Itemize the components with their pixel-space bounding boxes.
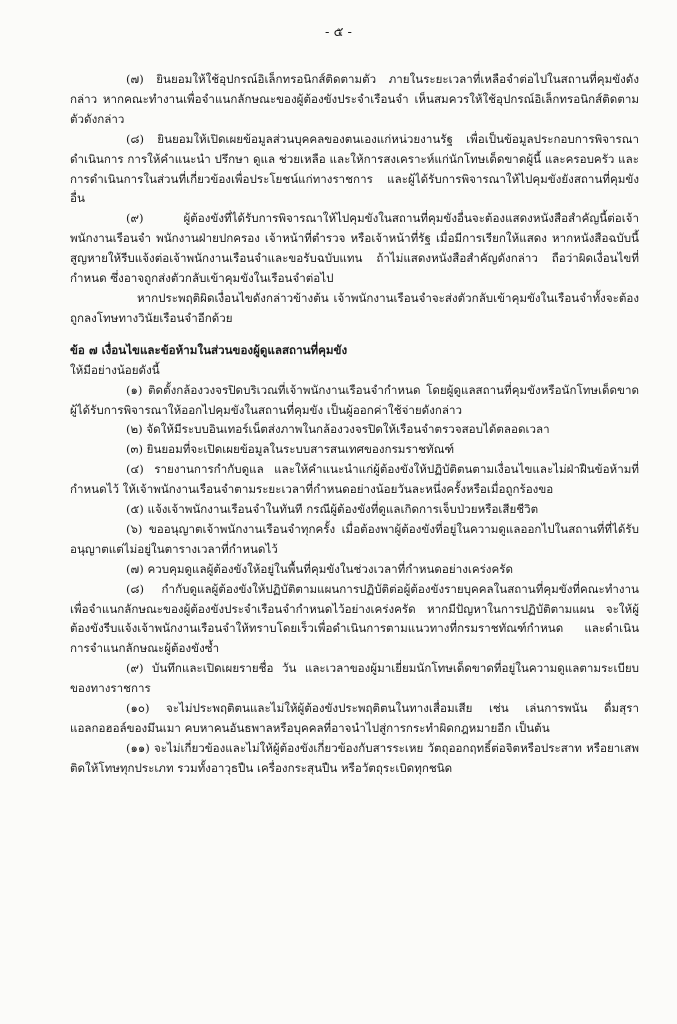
list-item: (๖) ขออนุญาตเจ้าพนักงานเรือนจำทุกครั้ง เมื่อต้องพาผู้ต้องขังที่อยู่ในความดูแลออกไปในสถานที่ที่ได้รับอนุญาตแต่ไม่อยู่ในตารางเวลาที่กำหนดไว้ bbox=[70, 521, 639, 556]
list-item: (๔) รายงานการกำกับดูแล และให้คำแนะนำแก่ผู้ต้องขังให้ปฏิบัติตนตามเงื่อนไขและไม่ฝ่าฝืนข้อห้ามที่กำหนดไว้ ให้เจ้าพนักงานเรือนจำตามระยะเวลาที่กำหนดอย่างน้อยวันละหนึ่งครั้งหรือเมื่อถูกร้องขอ bbox=[70, 462, 639, 497]
paragraph-penalty-note: หากประพฤติผิดเงื่อนไขดังกล่าวข้างต้น เจ้าพนักงานเรือนจำจะส่งตัวกลับเข้าคุมขังในเรือนจำทั้งจะต้องถูกลงโทษทางวินัยเรือนจำอีกด้วย bbox=[70, 290, 639, 325]
paragraph-condition-9: (๙) ผู้ต้องขังที่ได้รับการพิจารณาให้ไปคุมขังในสถานที่คุมขังอื่นจะต้องแสดงหนังสือสำคัญนี้ต่อเจ้าพนักงานเรือนจำ พนักงานฝ่ายปกครอง เจ้าหน้าที่ตำรวจ หรือเจ้าหน้าที่รัฐ เมื่อมีการเรียกให้แสดง หากหนังสือฉบับนี้สูญหายให้รีบแจ้งต่อเจ้าพนักงานเรือนจำและขอรับฉบับแทน ถ้าไม่แสดงหนังสือสำคัญดังกล่าว ถือว่าผิดเงื่อนไขที่กำหนด ซึ่งอาจถูกส่งตัวกลับเข้าคุมขังในเรือนจำต่อไป bbox=[70, 211, 639, 286]
list-item: (๕) แจ้งเจ้าพนักงานเรือนจำในทันที กรณีผู้ต้องขังที่ดูแลเกิดการเจ็บป่วยหรือเสียชีวิต bbox=[126, 502, 539, 517]
list-item: (๑) ติดตั้งกล้องวงจรปิดบริเวณที่เจ้าพนักงานเรือนจำกำหนด โดยผู้ดูแลสถานที่คุมขังหรือนักโทษเด็ดขาดผู้ได้รับการพิจารณาให้ออกไปคุมขังในสถานที่คุมขัง เป็นผู้ออกค่าใช้จ่ายดังกล่าว bbox=[70, 382, 639, 417]
section-lead: ให้มีอย่างน้อยดังนี้ bbox=[70, 362, 160, 377]
list-item: (๗) ควบคุมดูแลผู้ต้องขังให้อยู่ในพื้นที่คุมขังในช่วงเวลาที่กำหนดอย่างเคร่งครัด bbox=[126, 561, 513, 576]
list-item: (๑๐) จะไม่ประพฤติตนและไม่ให้ผู้ต้องขังประพฤติตนในทางเสื่อมเสีย เช่น เล่นการพนัน ดื่มสุรา แอลกอฮอล์ของมึนเมา คบหาคนอันธพาลหรือบุคคลที่อาจนำไปสู่การกระทำผิดกฎหมายอีก เป็นต้น bbox=[70, 701, 639, 735]
page-number: - ๕ - bbox=[325, 25, 352, 40]
paragraph-condition-8: (๘) ยินยอมให้เปิดเผยข้อมูลส่วนบุคคลของตนเองแก่หน่วยงานรัฐ เพื่อเป็นข้อมูลประกอบการพิจารณาดำเนินการ การให้คำแนะนำ ปรึกษา ดูแล ช่วยเหลือ และให้การสงเคราะห์แก่นักโทษเด็ดขาดผู้นี้ และครอบครัว และการดำเนินการในส่วนที่เกี่ยวข้องเพื่อประโยชน์แก่ทางราชการ และผู้ได้รับการพิจารณาให้ไปคุมขังยังสถานที่คุมขังอื่น bbox=[70, 131, 639, 206]
list-item: (๙) บันทึกและเปิดเผยรายชื่อ วัน และเวลาของผู้มาเยี่ยมนักโทษเด็ดขาดที่อยู่ในความดูแลตามระเบียบของทางราชการ bbox=[70, 661, 639, 696]
list-item: (๑๑) จะไม่เกี่ยวข้องและไม่ให้ผู้ต้องขังเกี่ยวข้องกับสารระเหย วัตถุออกฤทธิ์ต่อจิตหรือประสาท หรือยาเสพติดให้โทษทุกประเภท รวมทั้งอาวุธปืน เครื่องกระสุนปืน หรือวัตถุระเบิดทุกชนิด bbox=[70, 740, 639, 775]
list-item: (๓) ยินยอมที่จะเปิดเผยข้อมูลในระบบสารสนเทศของกรมราชทัณฑ์ bbox=[126, 442, 455, 457]
section-item-list bbox=[70, 381, 639, 779]
list-item: (๒) จัดให้มีระบบอินเทอร์เน็ตส่งภาพในกล้องวงจรปิดให้เรือนจำตรวจสอบได้ตลอดเวลา bbox=[126, 422, 550, 437]
list-item: (๘) กำกับดูแลผู้ต้องขังให้ปฏิบัติตามแผนการปฏิบัติต่อผู้ต้องขังรายบุคคลในสถานที่คุมขังที่คณะทำงานเพื่อจำแนกลักษณะของผู้ต้องขังประจำเรือนจำกำหนดไว้อย่างเคร่งครัด หากมีปัญหาในการปฏิบัติตามแผน จะให้ผู้ต้องขังรีบแจ้งเจ้าพนักงานเรือนจำให้ทราบโดยเร็วเพื่อดำเนินการตามแนวทางที่กรมราชทัณฑ์กำหนด และดำเนินการจำแนกลักษณะผู้ต้องขังซ้ำ bbox=[70, 581, 639, 656]
document-body bbox=[70, 70, 639, 779]
section-heading: ข้อ ๗ เงื่อนไขและข้อห้ามในส่วนของผู้ดูแลสถานที่คุมขัง bbox=[70, 342, 348, 357]
paragraph-condition-7: (๗) ยินยอมให้ใช้อุปกรณ์อิเล็กทรอนิกส์ติดตามตัว ภายในระยะเวลาที่เหลือจำต่อไปในสถานที่คุมขังดังกล่าว หากคณะทำงานเพื่อจำแนกลักษณะของผู้ต้องขังประจำเรือนจำ เห็นสมควรให้ใช้อุปกรณ์อิเล็กทรอนิกส์ติดตามตัวดังกล่าว bbox=[70, 72, 639, 126]
